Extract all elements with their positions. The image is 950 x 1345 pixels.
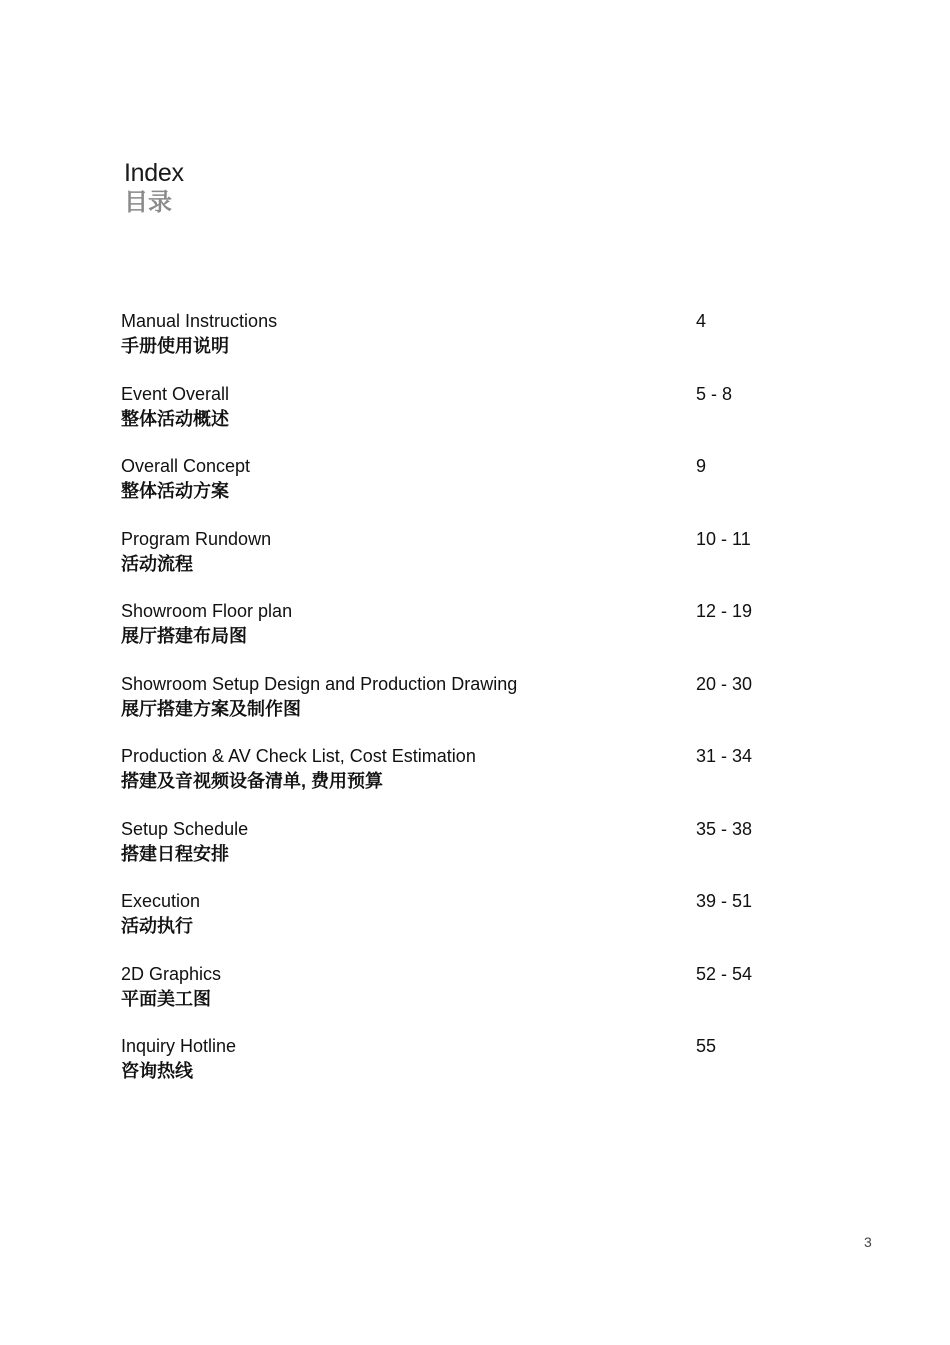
toc-entry-pages: 55	[696, 1036, 717, 1056]
toc-entry-title-zh: 整体活动概述	[121, 408, 229, 429]
toc-entry-overall-concept	[121, 454, 821, 527]
toc-entry-pages: 52 - 54	[696, 963, 753, 984]
toc-entry-title-en: Program Rundown	[121, 528, 272, 549]
page-number: 3	[864, 1234, 872, 1250]
toc-entry-title-zh: 手册使用说明	[121, 336, 229, 356]
toc-entry-title-en: Showroom Setup Design and Production Drawing	[121, 673, 518, 694]
toc-entry-execution	[121, 889, 821, 962]
toc-entry-title-en: Showroom Floor plan	[121, 601, 293, 621]
toc-entry-title-zh: 展厅搭建方案及制作图	[121, 698, 301, 719]
page-title-zh: 目录	[124, 189, 172, 216]
toc-entry-pages: 5 - 8	[696, 383, 733, 404]
toc-entry-pages: 31 - 34	[696, 746, 753, 766]
toc-entry-manual-instructions	[121, 309, 821, 382]
toc-entry-title-en: Execution	[121, 891, 201, 911]
toc-entry-pages: 4	[696, 311, 707, 331]
toc-entry-pages: 10 - 11	[696, 528, 751, 549]
toc-entry-showroom-floor-plan	[121, 599, 821, 672]
toc-entry-pages: 39 - 51	[696, 891, 753, 911]
toc-entry-inquiry-hotline	[121, 1034, 821, 1107]
toc-entry-title-zh: 活动执行	[121, 916, 193, 936]
toc-entry-title-zh: 搭建日程安排	[121, 843, 229, 864]
toc-entry-title-zh: 平面美工图	[121, 988, 211, 1009]
toc-entry-program-rundown	[121, 527, 821, 600]
toc-entry-2d-graphics	[121, 962, 821, 1035]
page-title	[124, 158, 184, 218]
toc-entry-showroom-setup-design	[121, 672, 821, 745]
toc-entry-pages: 9	[696, 456, 707, 476]
toc-entry-title-en: Overall Concept	[121, 456, 251, 476]
toc-entry-title-en: Setup Schedule	[121, 818, 249, 839]
toc-entry-title-zh: 活动流程	[121, 553, 193, 574]
toc-entry-title-en: Inquiry Hotline	[121, 1036, 237, 1056]
table-of-contents	[121, 309, 821, 1107]
toc-entry-title-zh: 整体活动方案	[121, 481, 229, 501]
toc-entry-title-zh: 搭建及音视频设备清单, 费用预算	[121, 771, 384, 791]
toc-entry-title-en: Event Overall	[121, 383, 230, 404]
toc-entry-production-av-checklist	[121, 744, 821, 817]
toc-entry-title-zh: 咨询热线	[121, 1061, 193, 1081]
toc-entry-pages: 20 - 30	[696, 673, 753, 694]
page-title-en: Index	[124, 159, 184, 187]
toc-entry-title-en: Manual Instructions	[121, 311, 278, 331]
toc-entry-title-en: Production & AV Check List, Cost Estimation	[121, 746, 476, 766]
toc-entry-setup-schedule	[121, 817, 821, 890]
toc-entry-pages: 35 - 38	[696, 818, 753, 839]
toc-entry-title-zh: 展厅搭建布局图	[121, 626, 247, 646]
toc-entry-pages: 12 - 19	[696, 601, 753, 621]
toc-entry-title-en: 2D Graphics	[121, 963, 222, 984]
toc-entry-event-overall	[121, 382, 821, 455]
